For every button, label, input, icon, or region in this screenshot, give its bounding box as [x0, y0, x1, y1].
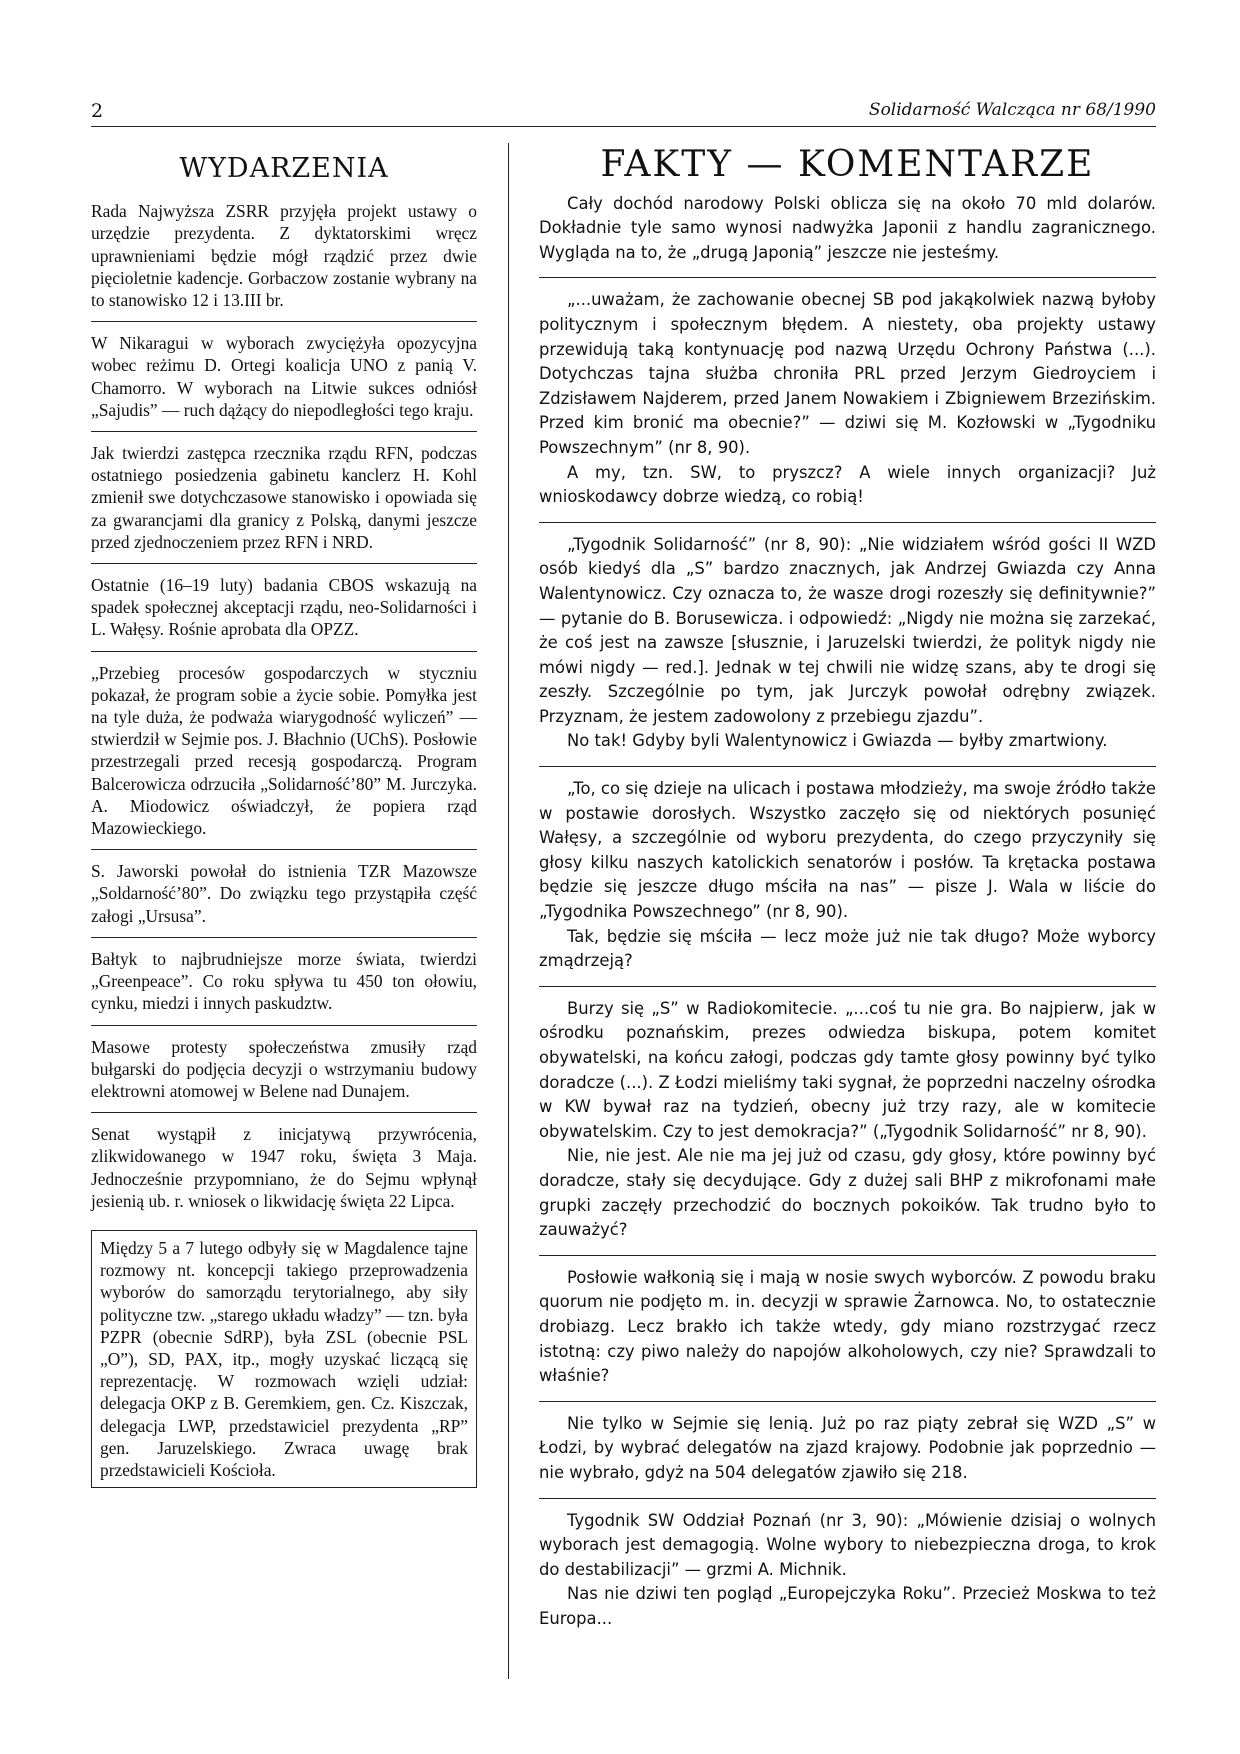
fakty-komentarze-title: FAKTY — KOMENTARZE — [600, 144, 1095, 185]
news-item: Masowe protesty społeczeństwa zmusiły rząd bułgarski do podjęcia decyzji o wstrzymaniu budowy elektrowni atomowej w Belene nad Dunajem. — [91, 1025, 477, 1113]
news-item: Jak twierdzi zastępca rzecznika rządu RFN, podczas ostatniego posiedzenia gabinetu kanclerz H. Kohl zmienił swe dotychczasowe stanowisko i opowiada się za gwarancjami dla granicy z Polską, danymi jeszcze przed zjednoczeniem przez RFN i NRD. — [91, 431, 477, 563]
commentary-paragraph: Tygodnik SW Oddział Poznań (nr 3, 90): „Mówienie dzisiaj o wolnych wyborach jest demagogią. Wolne wybory to niebezpieczna droga, to krok do destabilizacji” — grzmi A. Michnik. — [539, 1510, 1156, 1579]
commentary-paragraph: Tak, będzie się mściła — lecz może już nie tak długo? Może wyborcy zmądrzeją? — [539, 926, 1156, 971]
commentary-item — [539, 277, 1156, 521]
commentary-item — [539, 766, 1156, 986]
boxed-news-item: Między 5 a 7 lutego odbyły się w Magdalence tajne rozmowy nt. koncepcji takiego przeprowadzenia wyborów do samorządu terytorialnego, aby siły polityczne tzw. „starego układu władzy” — tzn. była PZPR (obecnie SdRP), była ZSL (obecnie PSL „O”), SD, PAX, itp., mogły uzyskać liczącą się reprezentację. W rozmowach wzięli udział: delegacja OKP z B. Geremkiem, gen. Cz. Kiszczak, delegacja LWP, przedstawiciel prezydenta „RP” gen. Jaruzelskiego. Zwraca uwagę brak przedstawicieli Kościoła. — [91, 1230, 477, 1488]
news-item: „Przebieg procesów gospodarczych w styczniu pokazał, że program sobie a życie sobie. Pomyłka jest na tyle duża, że podważa wiarygodność wyliczeń” — stwierdził w Sejmie pos. J. Błachnio (UChS). Posłowie przestrzegali przed recesją gospodarczą. Program Balcerowicza odrzuciła „Solidarność’80” M. Jurczyka. A. Miodowicz oświadczył, że popiera rząd Mazowieckiego. — [91, 651, 477, 850]
wydarzenia-title: WYDARZENIA — [179, 153, 389, 184]
news-item: Rada Najwyższa ZSRR przyjęła projekt ustawy o urzędzie prezydenta. Z dyktatorskimi wręcz uprawnieniami będzie mógł rządzić przez dwie pięcioletnie kadencje. Gorbaczow zostanie wybrany na to stanowisko 12 i 13.III br. — [91, 201, 477, 311]
commentary-paragraph: Nie tylko w Sejmie się lenią. Już po raz piąty zebrał się WZD „S” w Łodzi, by wybrać delegatów na zjazd krajowy. Podobnie jak poprzednio — nie wybrało, gdyż na 504 delegatów zjawiło się 218. — [539, 1413, 1156, 1482]
commentary-item — [539, 522, 1156, 766]
commentary-paragraph: Nie, nie jest. Ale nie ma jej już od czasu, gdy głosy, które powinny być doradcze, stały się decydujące. Gdy z dużej sali BHP z mikrofonami małe grupki zaczęły przechodzić do bocznych pokoików. Tak trudno było to zauważyć? — [539, 1146, 1156, 1240]
commentary-item — [539, 192, 1156, 278]
news-item: Bałtyk to najbrudniejsze morze świata, twierdzi „Greenpeace”. Co roku spływa tu 450 ton ołowiu, cynku, miedzi i innych paskudztw. — [91, 937, 477, 1025]
commentary-paragraph: „To, co się dzieje na ulicach i postawa młodzieży, ma swoje źródło także w postawie dorosłych. Wszystko zaczęło się od niektórych posunięć Wałęsy, a szczególnie od wyboru prezydenta, do czego przyczyniły się głosy kilku naszych katolickich senatorów i posłów. Ta krętacka postawa będzie się jeszcze długo mściła na nas” — pisze J. Wala w liście do „Tygodnika Powszechnego” (nr 8, 90). — [539, 779, 1156, 922]
commentary-paragraph: Posłowie wałkonią się i mają w nosie swych wyborców. Z powodu braku quorum nie podjęto m. in. decyzji w sprawie Żarnowca. No, to ostatecznie drobiazg. Lecz brakło ich także wtedy, gdy miano rozstrzygać rzecz istotną: czy piwo należy do napojów alkoholowych, czy nie? Sprawdzali to właśnie? — [539, 1267, 1156, 1386]
news-item: W Nikaragui w wyborach zwyciężyła opozycyjna wobec reżimu D. Ortegi koalicja UNO z panią V. Chamorro. W wyborach na Litwie sukces odniósł „Sajudis” — ruch dążący do niepodległości tego kraju. — [91, 321, 477, 431]
commentary-paragraph: Cały dochód narodowy Polski oblicza się na około 70 mld dolarów. Dokładnie tyle samo wynosi nadwyżka Japonii z handlu zagranicznego. Wygląda na to, że „drugą Japonią” jeszcze nie jesteśmy. — [539, 193, 1156, 262]
news-item: Senat wystąpił z inicjatywą przywrócenia, zlikwidowanego w 1947 roku, święta 3 Maja. Jednocześnie przypomniano, że do Sejmu wpłynął jesienią ub. r. wniosek o likwidację święta 22 Lipca. — [91, 1112, 477, 1222]
commentary-paragraph: Nas nie dziwi ten pogląd „Europejczyka Roku”. Przecież Moskwa to też Europa... — [539, 1584, 1156, 1628]
fakty-komentarze-column — [539, 144, 1156, 1643]
commentary-item — [539, 1255, 1156, 1401]
publication-title: Solidarność Walcząca nr 68/1990 — [868, 100, 1156, 120]
commentary-item — [539, 986, 1156, 1255]
commentary-item — [539, 1498, 1156, 1644]
column-separator — [508, 143, 509, 1679]
header-rule — [91, 126, 1156, 127]
commentary-paragraph: A my, tzn. SW, to pryszcz? A wiele innych organizacji? Już wnioskodawcy dobrze wiedzą, co robią! — [539, 462, 1156, 507]
commentary-paragraph: No tak! Gdyby byli Walentynowicz i Gwiazda — byłby zmartwiony. — [567, 731, 1108, 751]
news-item: Ostatnie (16–19 luty) badania CBOS wskazują na spadek społecznej akceptacji rządu, neo-Solidarności i L. Wałęsy. Rośnie aprobata dla OPZZ. — [91, 563, 477, 651]
commentary-paragraph: „Tygodnik Solidarność” (nr 8, 90): „Nie widziałem wśród gości II WZD osób kiedyś dla „S” bardzo znacznych, jak Andrzej Gwiazda czy Anna Walentynowicz. Czy oznacza to, że wasze drogi rozeszły się definitywnie?” — pytanie do B. Borusewicza. i odpowiedź: „Nigdy nie można się zarzekać, że coś jest na zawsze [słusznie, i Jaruzelski twierdzi, że polityk nigdy nie mówi nigdy — red.]. Jednak w tej chwili nie widzę szans, aby te drogi się zeszły. Szczególnie po tym, jak Jurczyk powołał odrębny związek. Przyznam, że jestem zadowolony z przebiegu zjazdu”. — [539, 534, 1156, 726]
commentary-paragraph: „...uważam, że zachowanie obecnej SB pod jakąkolwiek nazwą byłoby politycznym i społecznym błędem. A niestety, oba projekty ustawy przewidują taką kontynuację pod nazwą Urzędu Ochrony Państwa (...). Dotychczas tajna służba chroniła PRL przed Jerzym Giedroyciem i Zdzisławem Najderem, przed Janem Nowakiem i Zbigniewem Brzezińskim. Przed kim bronić ma obecnie?” — dziwi się M. Kozłowski w „Tygodniku Powszechnym” (nr 8, 90). — [539, 290, 1156, 457]
commentary-paragraph: Burzy się „S” w Radiokomitecie. „...coś tu nie gra. Bo najpierw, jak w ośrodku poznańskim, prezes odwiedza biskupa, potem komitet obywatelski, na końcu załogi, podczas gdy tamte głosy powinny być tylko doradcze (...). Z Łodzi mieliśmy taki sygnał, że poprzedni naczelny ośrodka w KW bywał raz na tydzień, obecny już trzy razy, ale w komitecie obywatelskim. Czy to jest demokracja?” („Tygodnik Solidarność” nr 8, 90). — [539, 998, 1156, 1141]
news-item: S. Jaworski powołał do istnienia TZR Mazowsze „Soldarność’80”. Do związku tego przystąpiła część załogi „Ursusa”. — [91, 849, 477, 937]
page-number: 2 — [91, 100, 104, 122]
commentary-item — [539, 1401, 1156, 1498]
wydarzenia-column — [91, 150, 477, 1488]
